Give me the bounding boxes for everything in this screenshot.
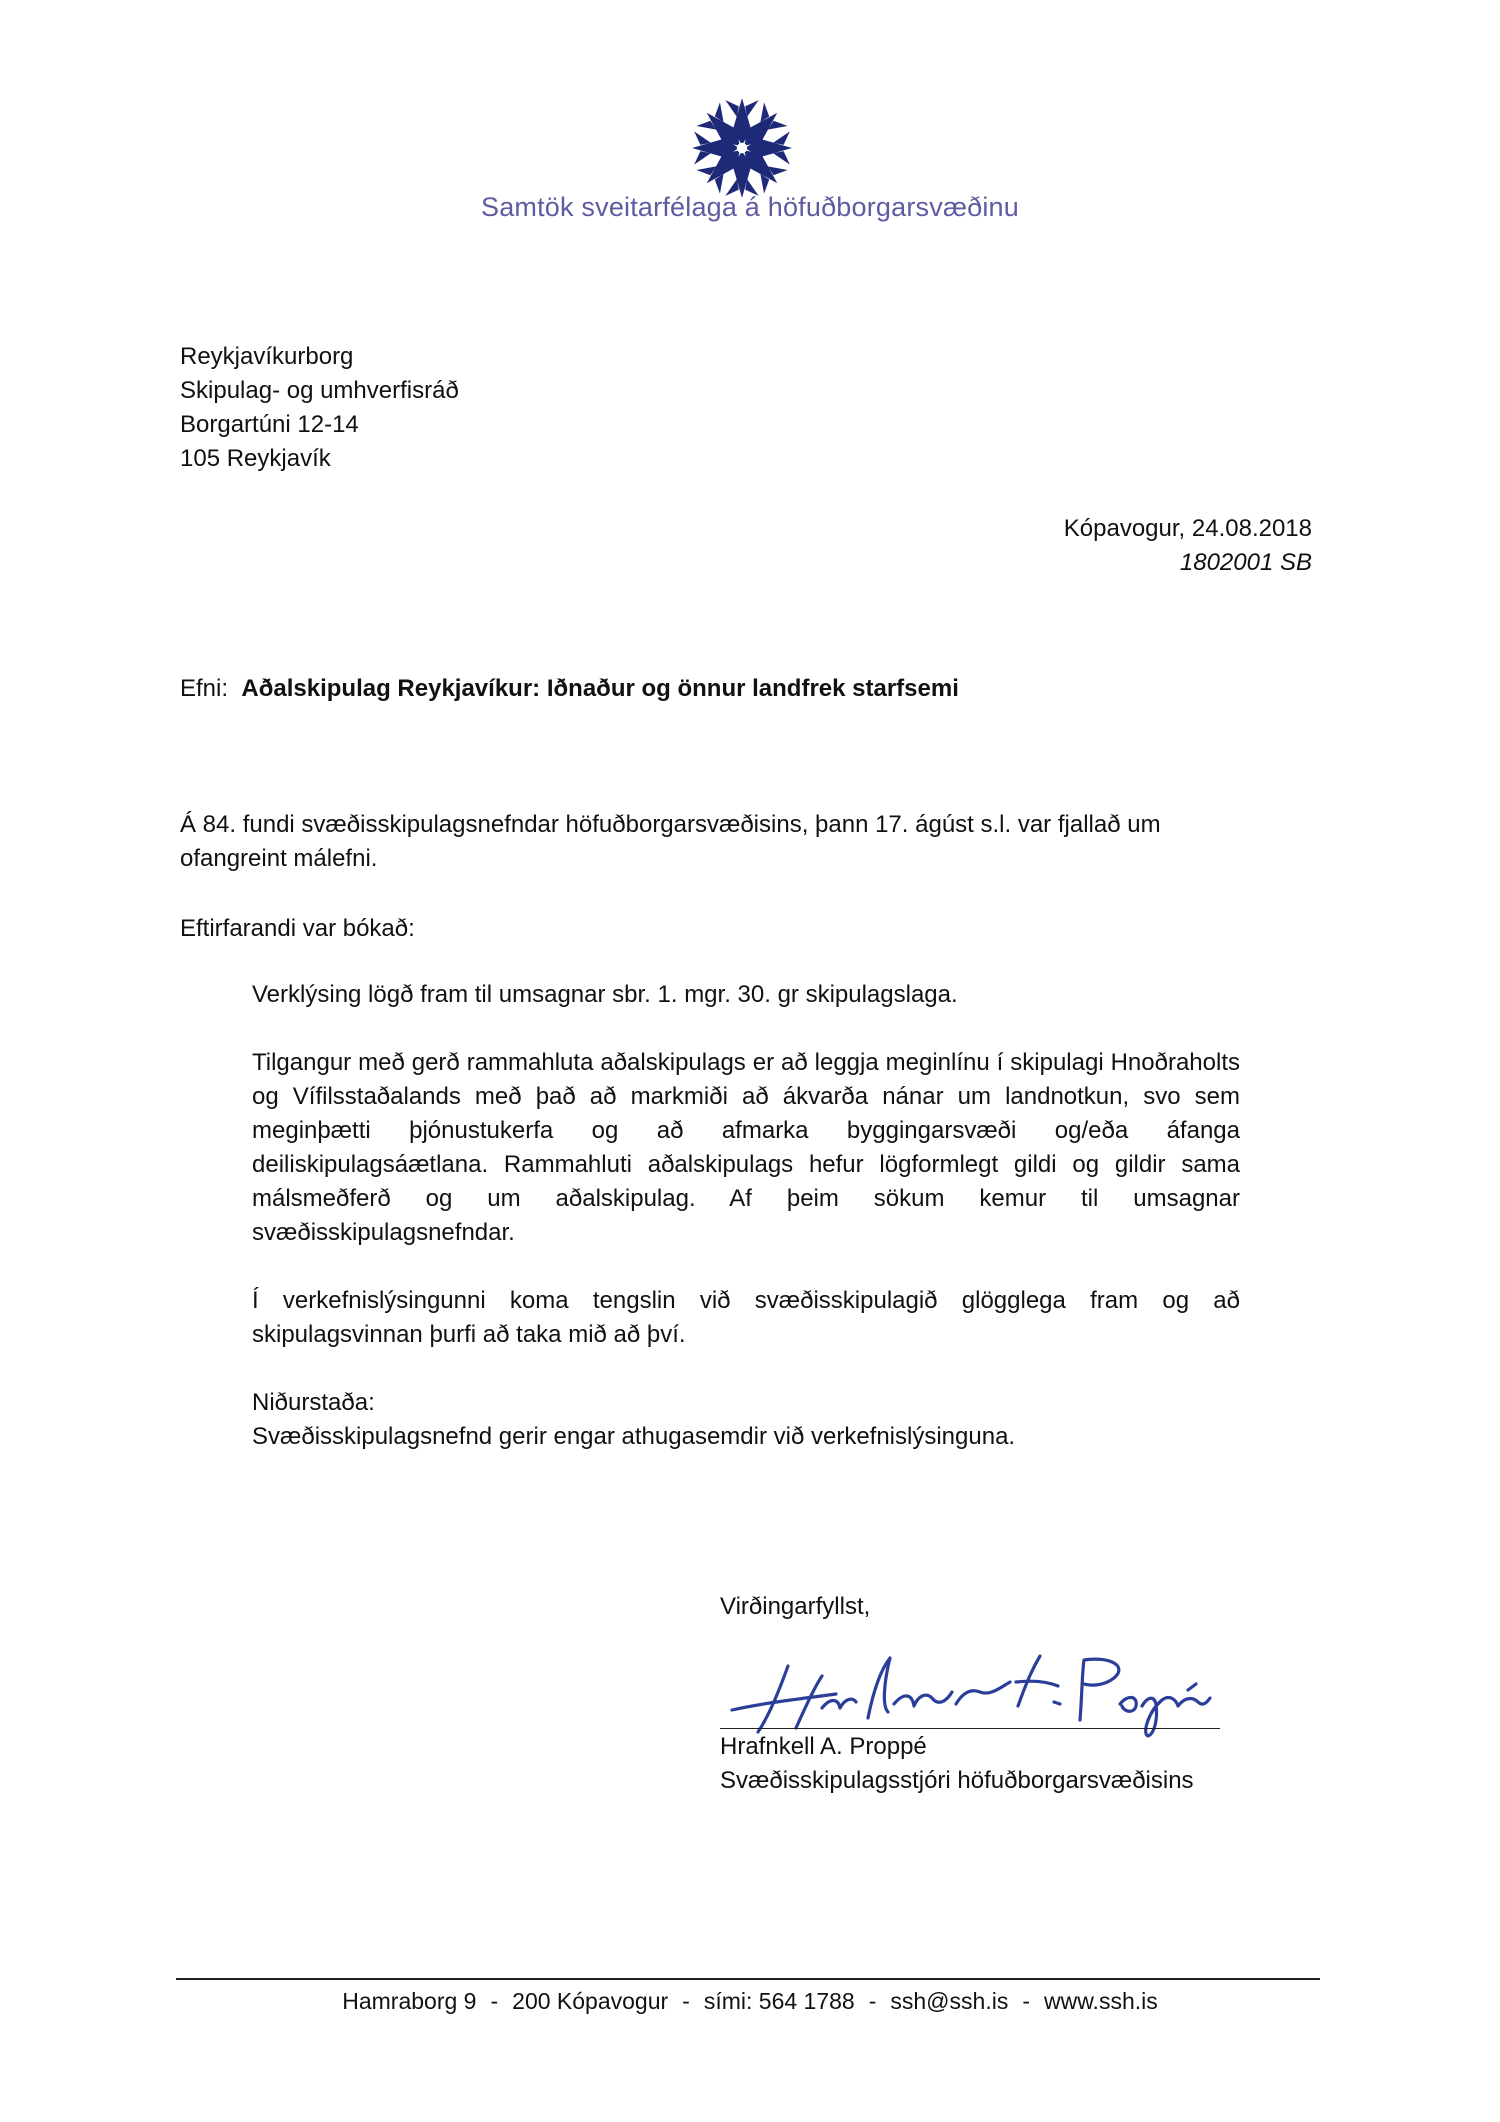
recipient-line: Reykjavíkurborg [180,343,354,370]
footer-contact: Hamraborg 9 - 200 Kópavogur - sími: 564 1788 - ssh@ssh.is - www.ssh.is [342,1988,1158,2014]
recipient-address [180,340,459,476]
recipient-line: Skipulag- og umhverfisráð [180,377,459,404]
signature-line [720,1728,1220,1729]
snowflake-star-icon [690,96,794,200]
minutes-paragraph-1: Verklýsing lögð fram til umsagnar sbr. 1. mgr. 30. gr skipulagslaga. [252,981,958,1008]
subject-line [180,672,959,706]
recipient-line: Borgartúni 12-14 [180,411,359,438]
recipient-line: 105 Reykjavík [180,445,331,472]
closing-salutation: Virðingarfyllst, [720,1593,871,1620]
footer-postcode: 200 Kópavogur [512,1988,669,2014]
reference-number: 1802001 SB [1179,549,1312,576]
minutes-paragraph-3: Í verkefnislýsingunni koma tengslin við svæðisskipulagið glögglega fram og að skipulagsvinnan þurfi að taka mið að því. [252,1287,1240,1348]
subject-label: Efni: [180,675,229,702]
recorded-label: Eftirfarandi var bókað: [180,915,415,942]
subject-title: Aðalskipulag Reykjavíkur: Iðnaður og önnur landfrek starfsemi [241,675,959,702]
handwritten-signature [718,1648,1222,1738]
minutes-paragraph-2: Tilgangur með gerð rammahluta aðalskipulags er að leggja meginlínu í skipulagi Hnoðraholts og Vífilsstaðalands með það að markmiði að ákvarða nánar um landnotkun, svo sem meginþætti þjónustukerfa og að afmarka byggingarsvæði og/eða áfanga deiliskipulagsáætlana. Rammahluti aðalskipulags hefur lögformlegt gildi og gildir sama málsmeðferð og um aðalskipulag. Af þeim sökum kemur til umsagnar svæðisskipulagsnefndar. [252,1049,1240,1246]
footer-email[interactable]: ssh@ssh.is [890,1988,1009,2014]
signer-block [720,1730,1194,1798]
footer-address: Hamraborg 9 [342,1988,477,2014]
signer-title: Svæðisskipulagsstjóri höfuðborgarsvæðisins [720,1767,1194,1794]
footer-divider [176,1978,1320,1980]
footer-website[interactable]: www.ssh.is [1044,1988,1158,2014]
organization-name: Samtök sveitarfélaga á höfuðborgarsvæðinu [480,192,1019,222]
conclusion-text: Svæðisskipulagsnefnd gerir engar athugasemdir við verkefnislýsinguna. [252,1423,1016,1450]
footer-phone: sími: 564 1788 [703,1988,855,2014]
place-date: Kópavogur, 24.08.2018 [1063,515,1312,542]
conclusion-block [252,1386,1240,1454]
intro-paragraph: Á 84. fundi svæðisskipulagsnefndar höfuðborgarsvæðisins, þann 17. ágúst s.l. var fjallað um ofangreint málefni. [180,811,1161,872]
signer-name: Hrafnkell A. Proppé [720,1733,927,1760]
conclusion-label: Niðurstaða: [252,1389,375,1416]
date-block [1064,512,1312,580]
